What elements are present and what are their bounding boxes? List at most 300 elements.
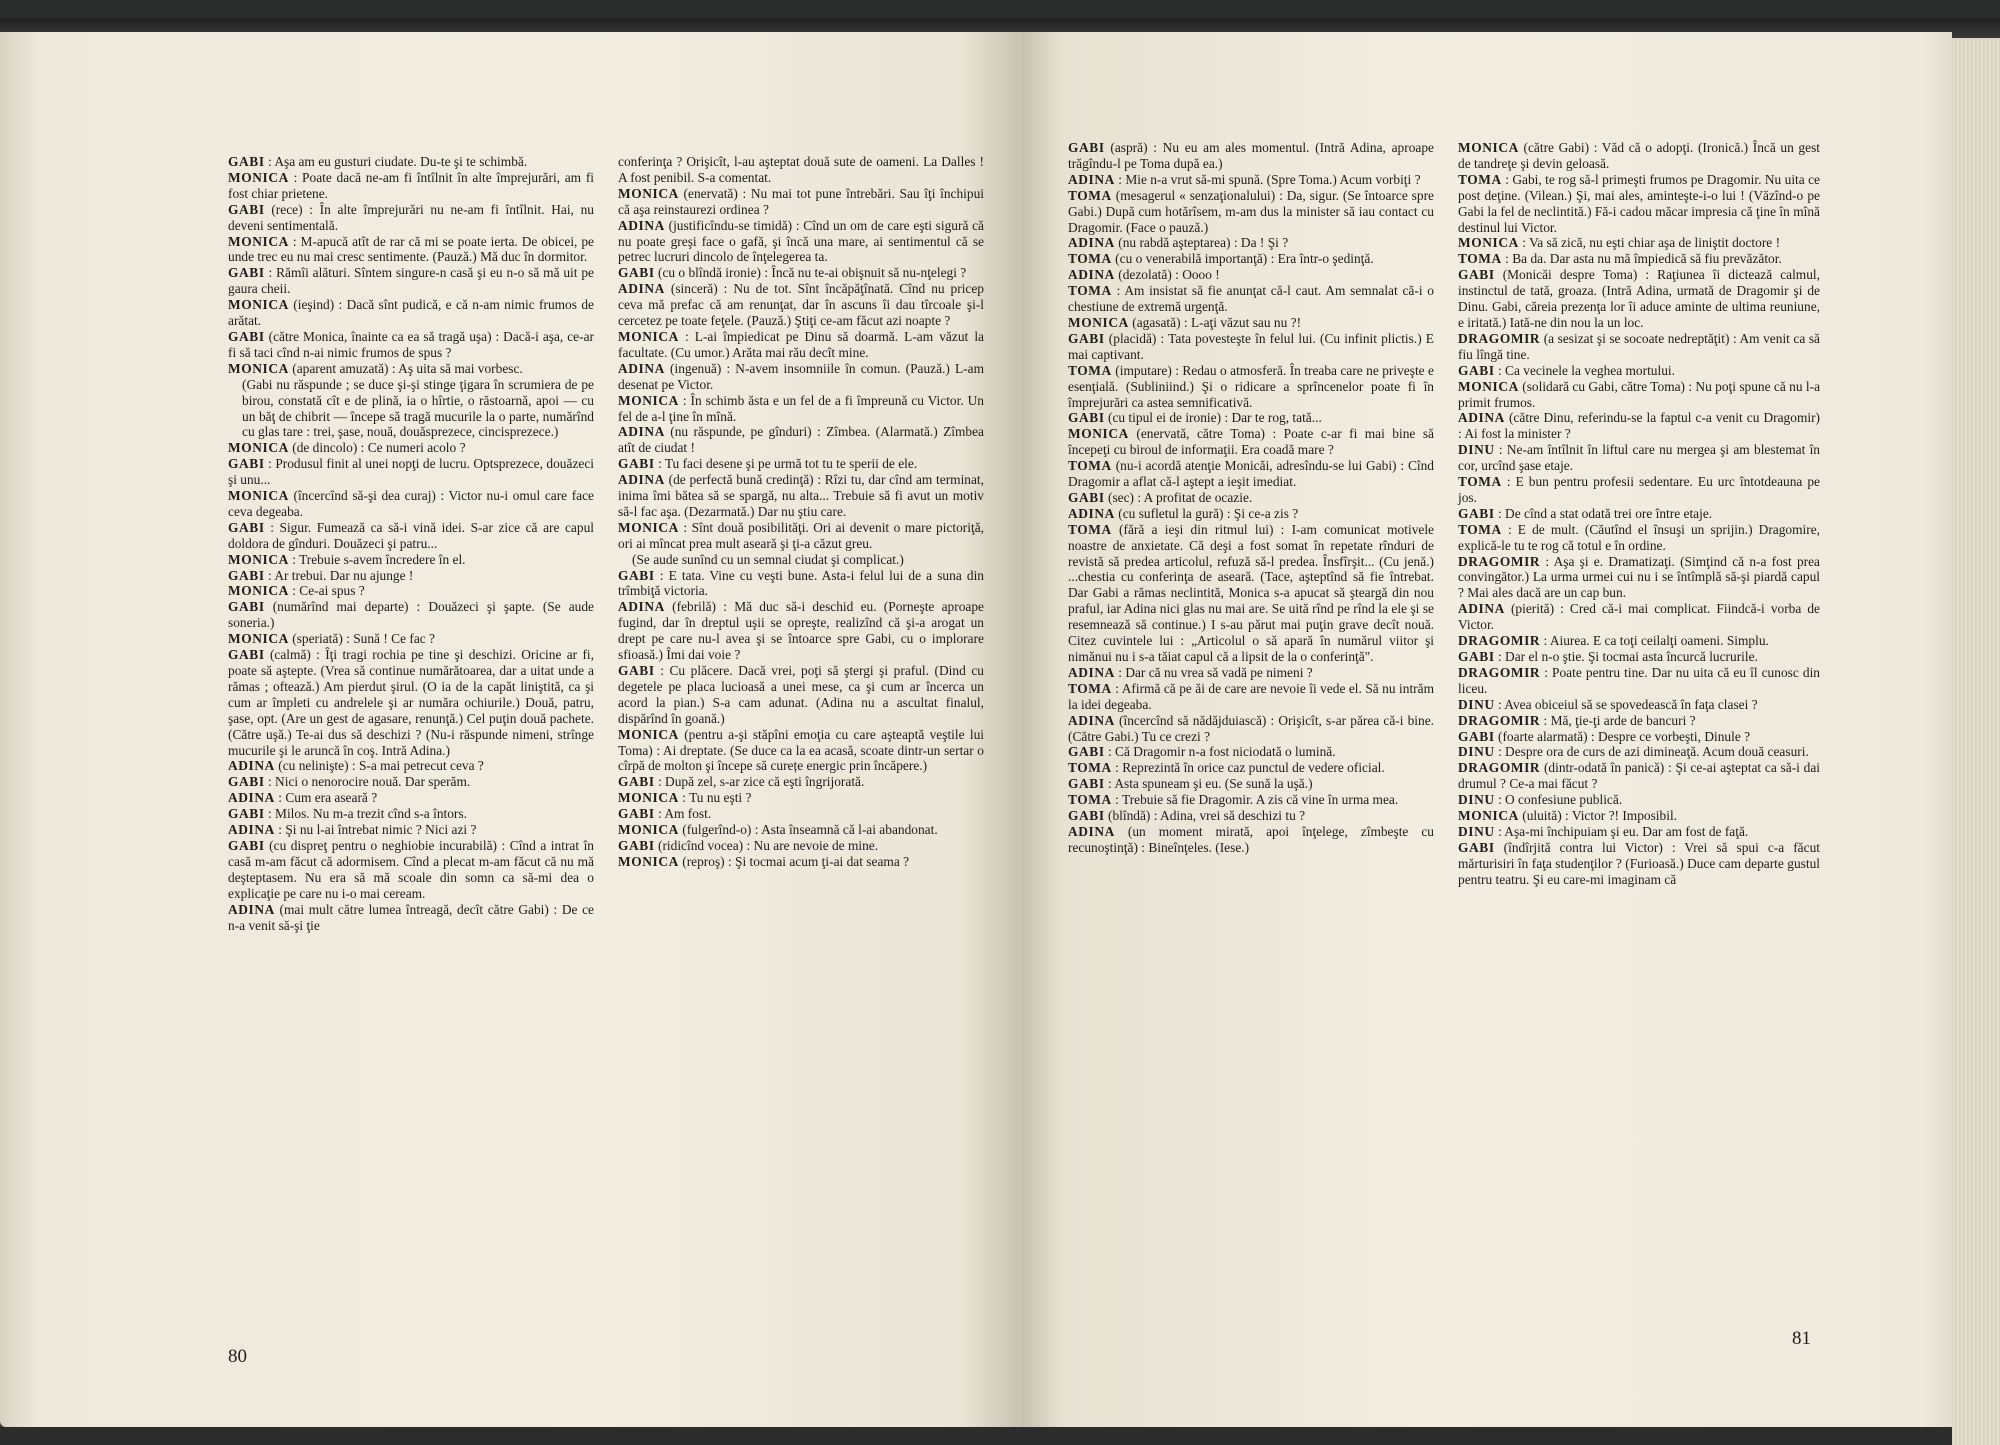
dialogue-line bbox=[1068, 283, 1434, 315]
dialogue-line bbox=[618, 329, 984, 361]
speech-text: (enervată) : Nu mai tot pune întrebări. Sau îţi închipui că aşa reinstaurezi ordinea ? bbox=[618, 185, 984, 217]
dialogue-line bbox=[228, 774, 594, 790]
dialogue-line bbox=[228, 202, 594, 234]
dialogue-line bbox=[1458, 760, 1820, 792]
speaker-name: ADINA bbox=[618, 599, 665, 615]
speech-text: (cu nelinişte) : S-a mai petrecut ceva ? bbox=[274, 758, 484, 774]
speaker-name: ADINA bbox=[618, 472, 665, 488]
speech-text: (justificîndu-se timidă) : Cînd un om de care eşti sigură că nu poate greşi face o gafă, şi încă una mare, ai sentimentul că se petrec lucruri dincolo de înţelegerea ta. bbox=[618, 217, 984, 265]
speech-text: (pierită) : Cred că-i mai complicat. Fiindcă-i vorba de Victor. bbox=[1458, 601, 1820, 633]
speech-text: : Trebuie s-avem încredere în el. bbox=[288, 551, 466, 567]
dialogue-line bbox=[1458, 442, 1820, 474]
dialogue-line bbox=[1458, 140, 1820, 172]
speech-text: (cu sufletul la gură) : Şi ce-a zis ? bbox=[1114, 505, 1299, 521]
speaker-name: TOMA bbox=[1458, 171, 1502, 187]
speaker-name: GABI bbox=[228, 456, 265, 472]
dialogue-line bbox=[1458, 601, 1820, 633]
dialogue-line bbox=[1458, 649, 1820, 665]
dialogue-line bbox=[228, 806, 594, 822]
speech-text: (imputare) : Redau o atmosferă. În treaba care ne priveşte e esenţială. (Subliniind.) Şi o ridicare a sprîncenelor poate fi în împrejurări ca astea semnificativă. bbox=[1068, 362, 1434, 410]
book-page-edges bbox=[1952, 38, 2000, 1445]
speech-text: (dintr-odată în panică) : Şi ce-ai aşteptat ca să-i dai drumul ? Ce-a mai făcut ? bbox=[1458, 760, 1820, 792]
dialogue-line bbox=[1068, 744, 1434, 760]
dialogue-line bbox=[1068, 713, 1434, 745]
speaker-name: GABI bbox=[1068, 489, 1105, 505]
dialogue-line bbox=[228, 170, 594, 202]
speaker-name: TOMA bbox=[1458, 521, 1502, 537]
speech-text: : Am insistat să fie anunţat că-l caut. Am semnalat că-i o chestiune de extremă urgenţă. bbox=[1068, 283, 1434, 315]
left-page bbox=[0, 32, 1022, 1427]
dialogue-line bbox=[1068, 426, 1434, 458]
dialogue-line bbox=[1458, 251, 1820, 267]
dialogue-line bbox=[1458, 331, 1820, 363]
speech-text: (cu o venerabilă importanţă) : Era într-o şedinţă. bbox=[1111, 251, 1374, 267]
speaker-name: MONICA bbox=[618, 185, 679, 201]
speech-text: (agasată) : L-aţi văzut sau nu ?! bbox=[1128, 314, 1302, 330]
dialogue-line bbox=[618, 361, 984, 393]
speech-text: (Monicăi despre Toma) : Raţiunea îi dictează calmul, instinctul de tată, groaza. (Intră Adina, urmată de Dragomir şi de Dinu. Gabi, căreia prezenţa lor îi aduce aminte de ultima reuniune, e iritată.) Iată-ne din nou la un loc. bbox=[1458, 267, 1820, 330]
dialogue-line bbox=[1068, 172, 1434, 188]
dialogue-line bbox=[1068, 522, 1434, 665]
dialogue-line bbox=[618, 790, 984, 806]
dialogue-line: conferinţa ? Orişicît, l-au aşteptat două sute de oameni. La Dalles ! A fost penibil. S-a comentat. bbox=[618, 154, 984, 185]
dialogue-line bbox=[618, 806, 984, 822]
speaker-name: MONICA bbox=[618, 822, 679, 838]
speaker-name: GABI bbox=[228, 647, 265, 663]
speech-text: : Afirmă că pe ăi de care are nevoie îi vede el. Să nu intrăm la idei degeaba. bbox=[1068, 680, 1434, 712]
speaker-name: DINU bbox=[1458, 442, 1495, 458]
speech-text: (uluită) : Victor ?! Imposibil. bbox=[1518, 808, 1678, 824]
speaker-name: GABI bbox=[228, 201, 265, 217]
speech-text: : Sînt două posibilităţi. Ori ai devenit o mare pictoriţă, ori ai mîncat prea mult aseară şi ţi-a căzut greu. bbox=[618, 519, 984, 551]
speaker-name: MONICA bbox=[228, 488, 289, 504]
dialogue-line bbox=[1458, 506, 1820, 522]
dialogue-line bbox=[1068, 235, 1434, 251]
speaker-name: ADINA bbox=[1068, 267, 1115, 283]
dialogue-line bbox=[1068, 490, 1434, 506]
speech-text: (ingenuă) : N-avem insomniile în comun. (Pauză.) L-am desenat pe Victor. bbox=[618, 360, 984, 392]
speech-text: : Mie n-a vrut să-mi spună. (Spre Toma.) Acum vorbiţi ? bbox=[1114, 171, 1421, 187]
speaker-name: GABI bbox=[618, 265, 655, 281]
dialogue-line bbox=[618, 472, 984, 520]
speaker-name: TOMA bbox=[1068, 760, 1112, 776]
dialogue-line: (Gabi nu răspunde ; se duce şi-şi stinge ţigara în scrumiera de pe birou, constată cît e de plină, ia o hîrtie, o răstoarnă, apoi — cu un băţ de chibrit — începe să tragă mucurile la o parte, numărînd cu glas tare : trei, şase, nouă, douăsprezece, cincisprezece.) bbox=[242, 376, 594, 440]
dialogue-line bbox=[1458, 729, 1820, 745]
speech-text: : Cu plăcere. Dacă vrei, poţi să ştergi şi praful. (Dind cu degetele pe placa lucioasă a unei mese, ca şi cum ar încerca un acord la pian.) S-a cam adunat. (Adina nu a ascultat finalul, dispărînd în goană.) bbox=[618, 663, 984, 726]
speaker-name: ADINA bbox=[1068, 235, 1115, 251]
speech-text: : Avea obiceiul să se spovedească în faţa clasei ? bbox=[1494, 696, 1758, 712]
speech-text: (ridicînd vocea) : Nu are nevoie de mine. bbox=[654, 837, 879, 853]
speaker-name: GABI bbox=[618, 567, 655, 583]
dialogue-line bbox=[1458, 697, 1820, 713]
dialogue-line bbox=[1458, 713, 1820, 729]
dialogue-line bbox=[228, 329, 594, 361]
speech-text: (placidă) : Tata povesteşte în felul lui. (Cu infinit plictis.) E mai captivant. bbox=[1068, 330, 1434, 362]
dialogue-line bbox=[1458, 379, 1820, 411]
speech-text: (îndîrjită contra lui Victor) : Vrei să spui c-a făcut mărturisiri în faţa studenţilor ? (Furioasă.) Duce cam departe gustul pentru teatru. Şi eu care-mi imaginam că bbox=[1458, 839, 1820, 887]
dialogue-line bbox=[1068, 140, 1434, 172]
speaker-name: DINU bbox=[1458, 823, 1495, 839]
speaker-name: ADINA bbox=[618, 360, 665, 376]
speaker-name: TOMA bbox=[1068, 251, 1112, 267]
dialogue-line bbox=[1068, 331, 1434, 363]
speech-text: : Sigur. Fumează ca să-i vină idei. S-ar zice că are capul doldora de gînduri. Douăzeci şi patru... bbox=[228, 519, 594, 551]
dialogue-line bbox=[228, 568, 594, 584]
speaker-name: GABI bbox=[1068, 776, 1105, 792]
speech-text: : L-ai împiedicat pe Dinu să doarmă. L-am văzut la facultate. (Cu umor.) Arăta mai rău decît mine. bbox=[618, 328, 984, 360]
speech-text: (de dincolo) : Ce numeri acolo ? bbox=[288, 440, 466, 456]
speaker-name: GABI bbox=[618, 663, 655, 678]
speaker-name: GABI bbox=[618, 806, 655, 822]
speech-text: : Milos. Nu m-a trezit cînd s-a întors. bbox=[264, 806, 467, 822]
speaker-name: TOMA bbox=[1068, 680, 1112, 696]
speech-text: : De cînd a stat odată trei ore între etaje. bbox=[1494, 505, 1713, 521]
right-page bbox=[1022, 32, 1952, 1427]
speaker-name: ADINA bbox=[1458, 410, 1505, 426]
speaker-name: MONICA bbox=[228, 169, 289, 185]
speech-text: : E tata. Vine cu veşti bune. Asta-i felul lui de a suna din trîmbiţă victoria. bbox=[618, 567, 984, 599]
speech-text: : Ce-ai spus ? bbox=[288, 583, 365, 599]
dialogue-line bbox=[228, 520, 594, 552]
speech-text: (fără a ieşi din ritmul lui) : I-am comunicat motivele noastre de anxietate. Că deşi a fost somat în repetate rînduri de revistă să predea articolul, refuză să-l predea. Însfîrşit... (Cu jenă.) ...chestia cu conferinţa de aseară. (Tace, aşteptînd să fie întrebat. Dar Gabi a rămas neclintită, Monica s-a apucat să şteargă din nou praful, iar Adina nici glas nu mai are. Se uită rînd pe rînd la ele şi se resemnează să continue.) I s-au părut mai puţin grave decît nouă. Citez cuvintele lui : „Articolul o să apară în numărul viitor şi nimănui nu i s-a tăiat capul că a lipsit de la o conferinţă". bbox=[1068, 521, 1434, 664]
speech-text: (de perfectă bună credinţă) : Rîzi tu, dar cînd am terminat, inima îmi bătea să se spargă, nu alta... Trebuie să fi avut un motiv să-l fac aşa. (Dezarmată.) Dar nu ştiu care. bbox=[618, 472, 984, 519]
speaker-name: GABI bbox=[618, 837, 655, 853]
dialogue-line bbox=[1458, 235, 1820, 251]
dialogue-line: (Se aude sunînd cu un semnal ciudat şi complicat.) bbox=[632, 551, 904, 567]
speaker-name: GABI bbox=[1458, 362, 1495, 378]
speech-text: (rece) : În alte împrejurări nu ne-am fi întîlnit. Hai, nu deveni sentimentală. bbox=[228, 201, 594, 233]
speaker-name: ADINA bbox=[618, 217, 665, 233]
speech-text: : E bun pentru profesii sedentare. Eu urc întotdeauna pe jos. bbox=[1458, 474, 1820, 505]
speech-text: : Dar că nu vrea să vadă pe nimeni ? bbox=[1114, 664, 1313, 680]
speaker-name: GABI bbox=[1458, 649, 1495, 664]
left-page-column-2 bbox=[618, 154, 984, 870]
speech-text: : Aşa-mi închipuiam şi eu. Dar am fost de faţă. bbox=[1494, 823, 1749, 839]
speaker-name: TOMA bbox=[1458, 251, 1502, 267]
dialogue-line bbox=[618, 520, 984, 552]
speaker-name: GABI bbox=[228, 265, 265, 281]
dialogue-line bbox=[618, 186, 984, 218]
speaker-name: MONICA bbox=[618, 519, 679, 535]
speaker-name: TOMA bbox=[1068, 362, 1112, 378]
speech-text: : Reprezintă în orice caz punctul de vedere oficial. bbox=[1111, 760, 1385, 776]
speech-text: (reproş) : Şi tocmai acum ţi-ai dat seama ? bbox=[678, 853, 910, 869]
dialogue-line bbox=[1458, 665, 1820, 697]
dialogue-line bbox=[618, 822, 984, 838]
speaker-name: GABI bbox=[228, 806, 265, 822]
dialogue-line bbox=[228, 838, 594, 902]
speaker-name: TOMA bbox=[1068, 792, 1112, 808]
speaker-name: DRAGOMIR bbox=[1458, 760, 1541, 776]
speaker-name: GABI bbox=[1458, 728, 1495, 744]
speaker-name: MONICA bbox=[1458, 808, 1519, 824]
dialogue-line bbox=[618, 218, 984, 266]
speech-text: (dezolată) : Oooo ! bbox=[1114, 267, 1220, 283]
speech-text: (foarte alarmată) : Despre ce vorbeşti, Dinule ? bbox=[1494, 728, 1751, 744]
dialogue-line bbox=[228, 758, 594, 774]
speech-text: : Asta spuneam şi eu. (Se sună la uşă.) bbox=[1104, 776, 1313, 792]
speech-text: (mai mult către lumea întreagă, decît către Gabi) : De ce n-a venit să-şi ţie bbox=[228, 901, 594, 933]
speaker-name: MONICA bbox=[228, 297, 289, 313]
dialogue-line bbox=[1458, 522, 1820, 554]
speaker-name: DRAGOMIR bbox=[1458, 330, 1541, 346]
speech-text: (nu rabdă aşteptarea) : Da ! Şi ? bbox=[1114, 235, 1289, 251]
dialogue-line bbox=[618, 838, 984, 854]
dialogue-line bbox=[228, 583, 594, 599]
speaker-name: ADINA bbox=[618, 281, 665, 297]
dialogue-line bbox=[1068, 824, 1434, 856]
dialogue-line bbox=[1458, 363, 1820, 379]
speaker-name: MONICA bbox=[228, 551, 289, 567]
speaker-name: GABI bbox=[1458, 839, 1495, 855]
speaker-name: GABI bbox=[228, 599, 265, 615]
speaker-name: ADINA bbox=[618, 424, 665, 440]
speech-text: (aparent amuzată) : Aş uita să mai vorbesc. bbox=[288, 360, 523, 376]
speech-text: (către Monica, înainte ca ea să tragă uşa) : Dacă-i aşa, ce-ar fi să taci cînd n-ai nimic frumos de spus ? bbox=[228, 328, 594, 360]
dialogue-line bbox=[1458, 824, 1820, 840]
speech-text: (către Gabi) : Văd că o adopţi. (Ironică.) Încă un gest de tandreţe şi devin geloasă. bbox=[1458, 140, 1820, 171]
speaker-name: MONICA bbox=[1458, 235, 1519, 251]
speaker-name: ADINA bbox=[1068, 505, 1115, 521]
speech-text: : Gabi, te rog să-l primeşti frumos pe Dragomir. Nu uita ce post deţine. (Vilean.) Şi, mai ales, aminteşte-i-o lui ! (Văzînd-o pe Gabi la fel de neclintită.) Fă-i cadou măcar impresia că ţine în mînă destinul lui Victor. bbox=[1458, 171, 1820, 235]
speaker-name: GABI bbox=[228, 154, 265, 169]
speech-text: (nu răspunde, pe gînduri) : Zîmbea. (Alarmată.) Zîmbea atît de ciudat ! bbox=[618, 424, 984, 456]
dialogue-line bbox=[228, 297, 594, 329]
speech-text: (numărînd mai departe) : Douăzeci şi şapte. (Se aude soneria.) bbox=[228, 599, 594, 631]
speech-text: : Va să zică, nu eşti chiar aşa de liniştit doctore ! bbox=[1518, 235, 1781, 251]
dialogue-line bbox=[618, 393, 984, 425]
speech-text: : În schimb ăsta e un fel de a fi împreună cu Victor. Un fel de a-l ţine în mînă. bbox=[618, 392, 984, 424]
speech-text: (sinceră) : Nu de tot. Sînt încăpăţînată. Cînd nu pricep ceva mă prefac că am renunţat, dar în ascuns îi dau tîrcoale şi-l cercetez pe toate feţele. (Pauză.) Ştiţi ce-am făcut azi noapte ? bbox=[618, 281, 984, 329]
speech-text: : Că Dragomir n-a fost niciodată o lumină. bbox=[1104, 744, 1336, 760]
dialogue-line bbox=[1458, 172, 1820, 236]
speech-text: (un moment mirată, apoi înţelege, zîmbeşte cu recunoştinţă) : Bineînţeles. (Iese.) bbox=[1068, 823, 1434, 855]
speaker-name: TOMA bbox=[1068, 458, 1112, 474]
speech-text: (blîndă) : Adina, vrei să deschizi tu ? bbox=[1104, 808, 1306, 824]
dialogue-line bbox=[618, 663, 984, 727]
speaker-name: DINU bbox=[1458, 744, 1495, 760]
dialogue-line bbox=[228, 822, 594, 838]
speaker-name: MONICA bbox=[228, 631, 289, 647]
speaker-name: MONICA bbox=[228, 233, 289, 249]
dialogue-line bbox=[1458, 633, 1820, 649]
speaker-name: GABI bbox=[1068, 808, 1105, 824]
dialogue-line bbox=[1458, 554, 1820, 602]
speaker-name: GABI bbox=[1068, 140, 1105, 155]
dialogue-line bbox=[1458, 808, 1820, 824]
dialogue-line bbox=[1458, 267, 1820, 331]
speaker-name: ADINA bbox=[1458, 601, 1505, 617]
speaker-name: MONICA bbox=[228, 360, 289, 376]
dialogue-line bbox=[1068, 363, 1434, 411]
speaker-name: ADINA bbox=[1068, 823, 1115, 839]
dialogue-line bbox=[228, 456, 594, 488]
speech-text: : Mă, ţie-ţi arde de bancuri ? bbox=[1540, 712, 1696, 728]
speech-text: (pentru a-şi stăpîni emoţia cu care aşteaptă veştile lui Toma) : Ai dreptate. (Se duce ca la ea acasă, scoate dintr-un sertar o cîrpă de molton şi începe să curețe energic prin încăpere.) bbox=[618, 726, 984, 774]
dialogue-line bbox=[228, 902, 594, 934]
speaker-name: GABI bbox=[228, 328, 265, 344]
speech-text: (nu-i acordă atenţie Monicăi, adresîndu-se lui Gabi) : Cînd Dragomir a aflat că-l aştept a ieşit imediat. bbox=[1068, 458, 1434, 490]
dialogue-line bbox=[228, 488, 594, 520]
speaker-name: MONICA bbox=[1068, 426, 1129, 442]
speech-text: : Ca vecinele la veghea mortului. bbox=[1494, 362, 1675, 378]
speaker-name: GABI bbox=[1458, 505, 1495, 521]
speech-text: (solidară cu Gabi, către Toma) : Nu poţi spune că nu l-a primit frumos. bbox=[1458, 378, 1821, 410]
speaker-name: GABI bbox=[1068, 330, 1105, 346]
speaker-name: ADINA bbox=[228, 901, 275, 917]
speech-text: (mesagerul « senzaţionalului) : Da, sigur. (Se întoarce spre Gabi.) După cum hotărîsem, m-am dus la minister să iau contact cu Dragomir. (Face o pauză.) bbox=[1068, 187, 1434, 235]
speaker-name: GABI bbox=[228, 774, 265, 790]
speaker-name: ADINA bbox=[1068, 712, 1115, 728]
speech-text: (încercînd să-şi dea curaj) : Victor nu-i omul care face ceva degeaba. bbox=[228, 488, 594, 519]
dialogue-line bbox=[1068, 665, 1434, 681]
dialogue-line bbox=[228, 265, 594, 297]
dialogue-line bbox=[228, 361, 594, 377]
speaker-name: MONICA bbox=[1458, 378, 1519, 394]
speech-text: : Rămîi alături. Sîntem singure-n casă şi eu n-o să mă uit pe gaura cheii. bbox=[228, 265, 594, 297]
speech-text: : Cum era aseară ? bbox=[274, 790, 378, 806]
right-page-column-1 bbox=[1068, 140, 1434, 856]
speech-text: : Dar el n-o ştie. Şi tocmai asta încurcă lucrurile. bbox=[1494, 649, 1758, 664]
dialogue-line bbox=[1068, 681, 1434, 713]
dialogue-line bbox=[228, 234, 594, 266]
page-number-left: 80 bbox=[228, 1346, 247, 1367]
speaker-name: TOMA bbox=[1068, 521, 1112, 537]
speaker-name: MONICA bbox=[1068, 314, 1129, 330]
speaker-name: MONICA bbox=[618, 790, 679, 806]
dialogue-line bbox=[618, 568, 984, 600]
speech-text: (cu tipul ei de ironie) : Dar te rog, tată... bbox=[1104, 410, 1322, 426]
speaker-name: ADINA bbox=[228, 822, 275, 838]
speech-text: : Nici o nenorocire nouă. Dar sperăm. bbox=[264, 774, 471, 790]
dialogue-line bbox=[228, 647, 594, 758]
dialogue-line bbox=[618, 599, 984, 663]
dialogue-line bbox=[1068, 808, 1434, 824]
left-page-column-1 bbox=[228, 154, 594, 933]
speaker-name: TOMA bbox=[1068, 283, 1112, 299]
dialogue-line bbox=[1068, 315, 1434, 331]
speaker-name: MONICA bbox=[228, 583, 289, 599]
speaker-name: GABI bbox=[1068, 410, 1105, 426]
speech-text: : Aşa şi e. Dramatizaţi. (Simţind că n-a fost prea convingător.) La urma urmei cui nu i se întîmplă să-şi piardă capul ? Mai ales dacă are un cap bun. bbox=[1458, 553, 1820, 601]
dialogue-line bbox=[1458, 744, 1820, 760]
dialogue-line bbox=[1068, 506, 1434, 522]
speech-text: : Ba da. Dar asta nu mă împiedică să fiu prevăzător. bbox=[1501, 251, 1782, 267]
speech-text: (febrilă) : Mă duc să-i deschid eu. (Porneşte aproape fugind, dar în dreptul uşii se opreşte, realizînd că şi-a arogat un drept pe care nu-l avea şi se întoarce spre Gabi, cu o implorare sfioasă.) Îmi dai voie ? bbox=[618, 599, 984, 663]
speech-text: : Produsul finit al unei nopţi de lucru. Optsprezece, douăzeci şi unu... bbox=[228, 456, 594, 488]
speech-text: : Şi nu l-ai întrebat nimic ? Nici azi ? bbox=[274, 822, 477, 838]
speech-text: : Am fost. bbox=[654, 806, 712, 822]
speaker-name: MONICA bbox=[1458, 140, 1519, 155]
speaker-name: GABI bbox=[618, 774, 655, 790]
speaker-name: GABI bbox=[228, 837, 265, 853]
dialogue-line bbox=[1458, 840, 1820, 888]
dialogue-line bbox=[228, 552, 594, 568]
speaker-name: TOMA bbox=[1458, 474, 1502, 490]
speech-text: : Aşa am eu gusturi ciudate. Du-te şi te schimbă. bbox=[264, 154, 528, 169]
dialogue-line bbox=[618, 281, 984, 329]
speaker-name: MONICA bbox=[618, 726, 679, 742]
book-spread bbox=[0, 18, 2000, 1427]
dialogue-line bbox=[228, 631, 594, 647]
dialogue-line bbox=[1068, 267, 1434, 283]
dialogue-line bbox=[1458, 792, 1820, 808]
speech-text: : E de mult. (Căutînd el însuşi un sprijin.) Dragomire, explică-le tu te rog că totul e în ordine. bbox=[1458, 521, 1820, 553]
speech-text: (cu dispreţ pentru o neghiobie incurabilă) : Cînd a intrat în casă m-am făcut că adormisem. Cînd a plecat m-am făcut că nu mă deşteptasem. Nu era să mă scoale din somn ca să-mi dea o explicaţie pe care nu i-o mai ceream. bbox=[228, 837, 594, 901]
page-number-right: 81 bbox=[1792, 1328, 1811, 1349]
right-page-column-2 bbox=[1458, 140, 1820, 888]
speaker-name: ADINA bbox=[228, 790, 275, 806]
speech-text: : Tu faci desene şi pe urmă tot tu te sperii de ele. bbox=[654, 456, 918, 472]
dialogue-line bbox=[618, 854, 984, 870]
speaker-name: GABI bbox=[1458, 267, 1495, 283]
dialogue-line bbox=[228, 790, 594, 806]
speech-text: (calmă) : Îţi tragi rochia pe tine şi deschizi. Oricine ar fi, poate să aştepte. (Vrea să continue numărătoarea, dar a uitat unde a rămas ; oftează.) Am pierdut şirul. (O ia de la capăt liniştită, ca şi cum ar împleti cu andrelele şi ar număra ochiurile.) Două, patru, şase, opt. (Are un gest de agasare, renunţă.) Cel puţin două pachete. (Către uşă.) Te-ai dus să deschizi ? (Nu-i răspunde nimeni, strînge mucurile şi le aruncă în coş. Intră Adina.) bbox=[228, 647, 594, 758]
speaker-name: MONICA bbox=[618, 853, 679, 869]
speech-text: : Tu nu eşti ? bbox=[678, 790, 752, 806]
dialogue-line bbox=[1458, 474, 1820, 506]
dialogue-line bbox=[228, 599, 594, 631]
speaker-name: DINU bbox=[1458, 792, 1495, 808]
speaker-name: DRAGOMIR bbox=[1458, 712, 1541, 728]
speaker-name: GABI bbox=[618, 456, 655, 472]
dialogue-line bbox=[618, 456, 984, 472]
speaker-name: DRAGOMIR bbox=[1458, 664, 1541, 680]
dialogue-line bbox=[1458, 410, 1820, 442]
dialogue-line bbox=[1068, 410, 1434, 426]
speaker-name: MONICA bbox=[618, 392, 679, 408]
speech-text: : După zel, s-ar zice că eşti îngrijorată. bbox=[654, 774, 865, 790]
dialogue-line bbox=[228, 440, 594, 456]
speech-text: : Ar trebui. Dar nu ajunge ! bbox=[264, 567, 414, 583]
dialogue-line bbox=[1068, 251, 1434, 267]
speaker-name: DINU bbox=[1458, 696, 1495, 712]
speech-text: (cu o blîndă ironie) : Încă nu te-ai obişnuit să nu-nţelegi ? bbox=[654, 265, 967, 281]
speech-text: (ieşind) : Dacă sînt pudică, e că n-am nimic frumos de arătat. bbox=[228, 297, 594, 329]
dialogue-line bbox=[618, 727, 984, 775]
speaker-name: GABI bbox=[1068, 744, 1105, 760]
dialogue-line bbox=[1068, 188, 1434, 236]
speech-text: (către Dinu, referindu-se la faptul c-a venit cu Dragomir) : Ai fost la minister ? bbox=[1458, 410, 1820, 442]
speaker-name: DRAGOMIR bbox=[1458, 633, 1541, 649]
speaker-name: ADINA bbox=[1068, 171, 1115, 187]
speech-text: : Poate dacă ne-am fi întîlnit în alte împrejurări, am fi fost chiar prietene. bbox=[228, 169, 594, 201]
dialogue-line bbox=[1068, 458, 1434, 490]
speech-text: : Despre ora de curs de azi dimineaţă. Acum două ceasuri. bbox=[1494, 744, 1809, 760]
speaker-name: MONICA bbox=[618, 328, 679, 344]
dialogue-line bbox=[1068, 776, 1434, 792]
speaker-name: GABI bbox=[228, 519, 265, 535]
dialogue-line bbox=[228, 154, 594, 170]
speaker-name: MONICA bbox=[228, 440, 289, 456]
dialogue-line bbox=[1068, 792, 1434, 808]
dialogue-line bbox=[618, 265, 984, 281]
speech-text: : O confesiune publică. bbox=[1494, 792, 1623, 808]
speech-text: : M-apucă atît de rar că mi se poate ierta. De obicei, pe unde trec eu nu mai cresc sentimente. (Pauză.) Mă duc în dormitor. bbox=[228, 233, 594, 265]
speaker-name: GABI bbox=[228, 567, 265, 583]
dialogue-line bbox=[618, 424, 984, 456]
dialogue-line bbox=[1068, 760, 1434, 776]
speech-text: : Ne-am întîlnit în liftul care nu mergea şi am blestemat în cor, urcînd şase etaje. bbox=[1458, 442, 1820, 474]
speech-text: (încercînd să nădăjduiască) : Orişicît, s-ar părea că-i bine. (Către Gabi.) Tu ce crezi ? bbox=[1068, 712, 1434, 744]
dialogue-line bbox=[618, 774, 984, 790]
speech-text: (fulgerînd-o) : Asta înseamnă că l-ai abandonat. bbox=[678, 822, 938, 838]
speech-text: (enervată, către Toma) : Poate c-ar fi mai bine să începeţi cu biroul de informaţii. Era coadă mare ? bbox=[1068, 426, 1434, 458]
speech-text: (aspră) : Nu eu am ales momentul. (Intră Adina, aproape trăgîndu-l pe Toma după ea.) bbox=[1068, 140, 1434, 171]
speech-text: : Poate pentru tine. Dar nu uita că eu îl cunosc din liceu. bbox=[1458, 664, 1820, 696]
speech-text: (a sesizat şi se socoate nedreptăţit) : Am venit ca să fiu lîngă tine. bbox=[1458, 330, 1820, 362]
speaker-name: DRAGOMIR bbox=[1458, 553, 1541, 569]
